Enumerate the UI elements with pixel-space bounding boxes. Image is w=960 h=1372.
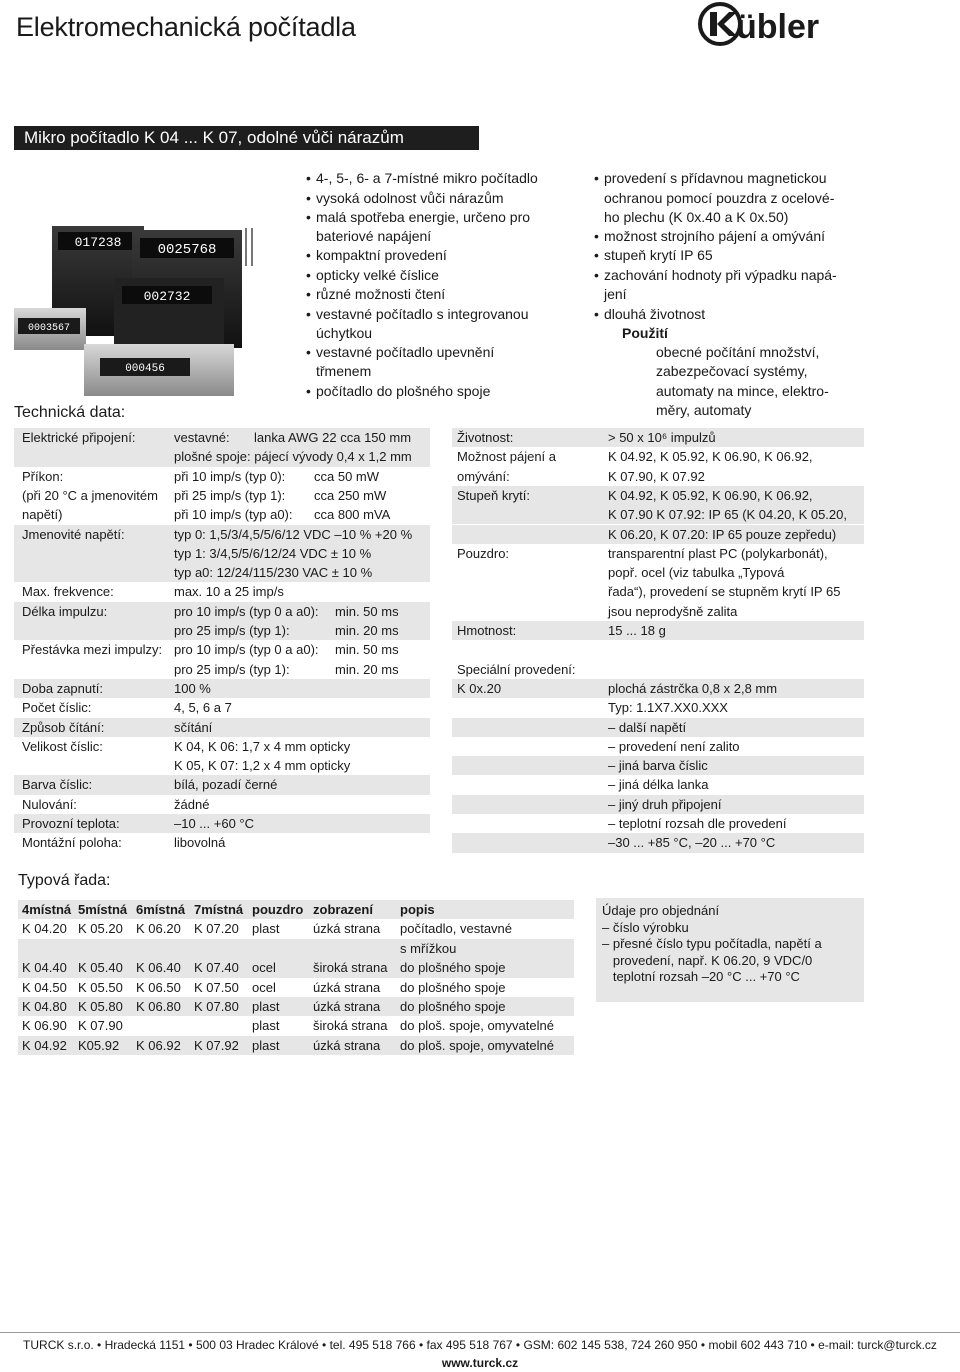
tech-label: (při 20 °C a jmenovitém <box>22 487 158 503</box>
list-item: • možnost strojního pájení a omývání <box>604 228 825 244</box>
order-line: Údaje pro objednání <box>602 903 720 918</box>
product-photo <box>14 168 292 402</box>
tech-label: Nulování: <box>22 796 77 812</box>
tech-value: – jiná barva číslic <box>608 758 708 774</box>
tech-value: libovolná <box>174 835 226 851</box>
table-cell: K 05.40 <box>78 960 123 976</box>
list-item: jení <box>604 286 627 302</box>
table-cell: K 06.90 <box>22 1018 67 1034</box>
tech-label: napětí) <box>22 507 63 523</box>
list-item: • dlouhá životnost <box>604 306 705 322</box>
table-cell: široká strana <box>313 1018 388 1034</box>
tech-label: K 0x.20 <box>457 680 502 696</box>
table-cell: plast <box>252 1037 280 1053</box>
tech-value: – teplotní rozsah dle provedení <box>608 816 787 831</box>
table-cell: počítadlo, vestavné <box>400 921 513 937</box>
tech-label: Pouzdro: <box>457 545 510 561</box>
table-cell: K 04.20 <box>22 921 67 937</box>
tech-label: Délka impulzu: <box>22 603 108 619</box>
tech-label: Montážní poloha: <box>22 835 122 851</box>
footer-website[interactable]: www.turck.cz <box>441 1356 519 1370</box>
table-cell: plast <box>252 921 280 937</box>
section-banner: Mikro počítadlo K 04 ... K 07, odolné vůči nárazům <box>14 126 479 150</box>
tech-value: K 04.92, K 05.92, K 06.90, K 06.92, <box>608 487 813 503</box>
tech-value: sčítání <box>174 719 213 735</box>
table-cell: do plošného spoje <box>400 999 506 1014</box>
tech-value: vestavné: <box>174 430 230 445</box>
table-cell: ocel <box>252 960 276 976</box>
list-item: • počítadlo do plošného spoje <box>316 383 490 399</box>
tech-label: Přestávka mezi impulzy: <box>22 642 163 658</box>
tech-label: Elektrické připojení: <box>22 430 136 445</box>
tech-value: K 05, K 07: 1,2 x 4 mm opticky <box>174 758 351 774</box>
tech-value: typ 0: 1,5/3/4,5/5/6/12 VDC –10 % +20 % <box>174 526 413 542</box>
tech-heading: Technická data: <box>14 404 126 421</box>
tech-value: Typ: 1.1X7.XX0.XXX <box>608 700 728 716</box>
list-item: • provedení s přídavnou magnetickou <box>604 170 827 186</box>
usage-line: automaty na mince, elektro- <box>656 383 829 399</box>
tech-label: Velikost číslic: <box>22 738 103 754</box>
tech-value: K 04.92, K 05.92, K 06.90, K 06.92, <box>608 449 813 465</box>
tech-value: –10 ... +60 °C <box>174 816 254 831</box>
table-cell: s mřížkou <box>400 940 457 956</box>
row-shade <box>18 939 574 958</box>
tech-value-2: cca 50 mW <box>314 468 380 484</box>
table-cell: K 07.80 <box>194 999 239 1014</box>
table-cell: úzká strana <box>313 979 381 995</box>
svg-text:000456: 000456 <box>125 363 165 375</box>
list-item: • vestavné počítadlo upevnění <box>316 344 494 360</box>
tech-value: popř. ocel (viz tabulka „Typová <box>608 565 785 581</box>
table-cell: úzká strana <box>313 999 381 1014</box>
tech-value: jsou neprodyšně zalita <box>608 603 738 619</box>
usage-line: obecné počítání množství, <box>656 344 820 360</box>
table-cell: K 04.92 <box>22 1037 67 1053</box>
list-item: ochranou pomocí pouzdra z ocelové- <box>604 190 835 206</box>
table-cell: K 06.40 <box>136 960 181 976</box>
order-line: – přesné číslo typu počítadla, napětí a <box>602 936 822 951</box>
tech-label: Speciální provedení: <box>457 661 576 677</box>
column-header: popis <box>400 902 435 917</box>
table-cell: úzká strana <box>313 1037 381 1053</box>
table-cell: K 06.92 <box>136 1037 181 1053</box>
table-cell: K 05.50 <box>78 979 123 995</box>
page-title: Elektromechanická počítadla <box>16 12 356 42</box>
tech-value: při 25 imp/s (typ 1): <box>174 487 286 503</box>
table-cell: do plošného spoje <box>400 979 506 995</box>
column-header: zobrazení <box>313 902 373 917</box>
list-item: • stupeň krytí IP 65 <box>604 247 713 263</box>
table-cell: K 07.90 <box>78 1018 123 1034</box>
tech-label: Možnost pájení a <box>457 449 557 465</box>
tech-label: Počet číslic: <box>22 700 92 716</box>
usage-line: zabezpečovací systémy, <box>656 363 808 379</box>
list-item: • 4-, 5-, 6- a 7-místné mikro počítadlo <box>316 170 538 186</box>
table-cell: K 04.50 <box>22 979 67 995</box>
table-cell: K 04.40 <box>22 960 67 976</box>
order-line: – číslo výrobku <box>602 919 689 935</box>
tech-value: 15 ... 18 g <box>608 623 666 638</box>
list-item: • vysoká odolnost vůči nárazům <box>316 190 504 206</box>
kubler-logo <box>696 2 866 46</box>
tech-value: K 07.90, K 07.92 <box>608 468 705 484</box>
tech-value: 100 % <box>174 680 211 696</box>
table-cell: K 04.80 <box>22 999 67 1014</box>
tech-value: – jiná délka lanka <box>608 777 709 793</box>
list-item: • malá spotřeba energie, určeno pro <box>316 209 530 225</box>
tech-value: plošné spoje: pájecí vývody 0,4 x 1,2 mm <box>174 449 412 465</box>
list-item: úchytkou <box>316 325 373 341</box>
tech-value: max. 10 a 25 imp/s <box>174 584 284 600</box>
table-cell: do ploš. spoje, omyvatelné <box>400 1037 554 1053</box>
table-cell: K 06.80 <box>136 999 181 1014</box>
table-cell: K 06.20 <box>136 921 181 937</box>
table-cell: úzká strana <box>313 921 381 937</box>
tech-value-2: min. 20 ms <box>335 661 399 677</box>
usage-line: měry, automaty <box>656 402 752 418</box>
tech-label: Životnost: <box>457 430 514 445</box>
table-cell: široká strana <box>313 960 388 976</box>
tech-value: pro 25 imp/s (typ 1): <box>174 661 290 677</box>
tech-value: typ a0: 12/24/115/230 VAC ± 10 % <box>174 565 373 581</box>
tech-value: K 07.90 K 07.92: IP 65 (K 04.20, K 05.20, <box>608 507 847 523</box>
tech-value: plochá zástrčka 0,8 x 2,8 mm <box>608 680 778 696</box>
tech-value: K 06.20, K 07.20: IP 65 pouze zepředu) <box>608 526 837 542</box>
table-cell: K 07.20 <box>194 921 239 937</box>
tech-value: bílá, pozadí černé <box>174 777 278 793</box>
logo-wordmark: übler <box>736 8 820 46</box>
order-line: provedení, např. K 06.20, 9 VDC/0 <box>602 952 813 968</box>
table-cell: K 07.40 <box>194 960 239 976</box>
svg-text:002732: 002732 <box>143 289 191 304</box>
svg-text:0003567: 0003567 <box>27 323 71 334</box>
tech-label: Způsob čítání: <box>22 719 105 735</box>
tech-value: – provedení není zalito <box>608 738 740 754</box>
tech-value-2: min. 50 ms <box>335 603 399 619</box>
column-header: 4místná <box>22 902 72 917</box>
tech-label: Doba zapnutí: <box>22 680 103 696</box>
footer-divider <box>0 1332 960 1333</box>
list-item: bateriové napájení <box>316 228 432 244</box>
table-cell: K 07.92 <box>194 1037 239 1053</box>
tech-value: pro 10 imp/s (typ 0 a a0): <box>174 603 319 619</box>
tech-value: – další napětí <box>608 719 687 735</box>
tech-value-2: cca 800 mVA <box>314 507 391 523</box>
table-cell: K 05.20 <box>78 921 123 937</box>
table-cell: K 06.50 <box>136 979 181 995</box>
tech-value: > 50 x 10⁶ impulzů <box>608 430 716 445</box>
list-item: třmenem <box>316 363 372 379</box>
table-cell: do plošného spoje <box>400 960 506 976</box>
table-cell: K05.92 <box>78 1037 120 1053</box>
tech-label: Příkon: <box>22 468 64 484</box>
tech-value-2: cca 250 mW <box>314 487 387 503</box>
tech-label: Barva číslic: <box>22 777 93 793</box>
tech-value: 4, 5, 6 a 7 <box>174 700 232 716</box>
list-item: • kompaktní provedení <box>316 247 447 263</box>
tech-value: K 04, K 06: 1,7 x 4 mm opticky <box>174 738 351 754</box>
footer-contact: TURCK s.r.o. • Hradecká 1151 • 500 03 Hradec Králové • tel. 495 518 766 • fax 495 518 767 • GSM: 602 145 538, 724 260 950 • mobil 602 443 710 • e-mail: turck@turck.cz <box>23 1338 937 1352</box>
table-cell: do ploš. spoje, omyvatelné <box>400 1018 554 1034</box>
tech-label: Max. frekvence: <box>22 584 114 600</box>
tech-label: omývání: <box>457 468 510 484</box>
tech-value: řada“), provedení se stupněm krytí IP 65 <box>608 584 841 600</box>
table-cell: plast <box>252 1018 280 1034</box>
table-cell: ocel <box>252 979 276 995</box>
list-item: ho plechu (K 0x.40 a K 0x.50) <box>604 209 789 225</box>
table-cell: K 07.50 <box>194 979 239 995</box>
table-cell: plast <box>252 999 280 1014</box>
tech-label: Provozní teplota: <box>22 816 120 831</box>
column-header: 7místná <box>194 902 244 917</box>
tech-value: při 10 imp/s (typ 0): <box>174 468 286 484</box>
tech-value: žádné <box>174 796 210 812</box>
tech-value: –30 ... +85 °C, –20 ... +70 °C <box>608 835 776 851</box>
tech-value: pro 10 imp/s (typ 0 a a0): <box>174 642 319 658</box>
list-item: • různé možnosti čtení <box>316 286 445 302</box>
column-header: pouzdro <box>252 902 304 917</box>
tech-value-2: min. 20 ms <box>335 623 399 638</box>
tech-value: – jiný druh připojení <box>608 796 722 812</box>
column-header: 6místná <box>136 902 186 917</box>
types-heading: Typová řada: <box>18 872 111 889</box>
tech-label: Hmotnost: <box>457 623 517 638</box>
tech-value-2: lanka AWG 22 cca 150 mm <box>254 430 412 445</box>
list-item: • opticky velké číslice <box>316 267 439 283</box>
tech-value: při 10 imp/s (typ a0): <box>174 507 293 523</box>
tech-value: pro 25 imp/s (typ 1): <box>174 623 290 638</box>
svg-text:017238: 017238 <box>74 235 122 250</box>
tech-value: transparentní plast PC (polykarbonát), <box>608 545 828 561</box>
tech-label: Jmenovité napětí: <box>22 526 125 542</box>
order-line: teplotní rozsah –20 °C ... +70 °C <box>602 969 800 984</box>
table-cell: K 05.80 <box>78 999 123 1014</box>
tech-value: typ 1: 3/4,5/5/6/12/24 VDC ± 10 % <box>174 545 372 561</box>
list-item: • vestavné počítadlo s integrovanou <box>316 306 528 322</box>
svg-text:0025768: 0025768 <box>157 242 217 258</box>
list-item: • zachování hodnoty při výpadku napá- <box>604 267 837 283</box>
usage-heading: Použití <box>622 325 668 341</box>
tech-label: Stupeň krytí: <box>457 487 530 503</box>
column-header: 5místná <box>78 902 128 917</box>
tech-value-2: min. 50 ms <box>335 642 399 658</box>
